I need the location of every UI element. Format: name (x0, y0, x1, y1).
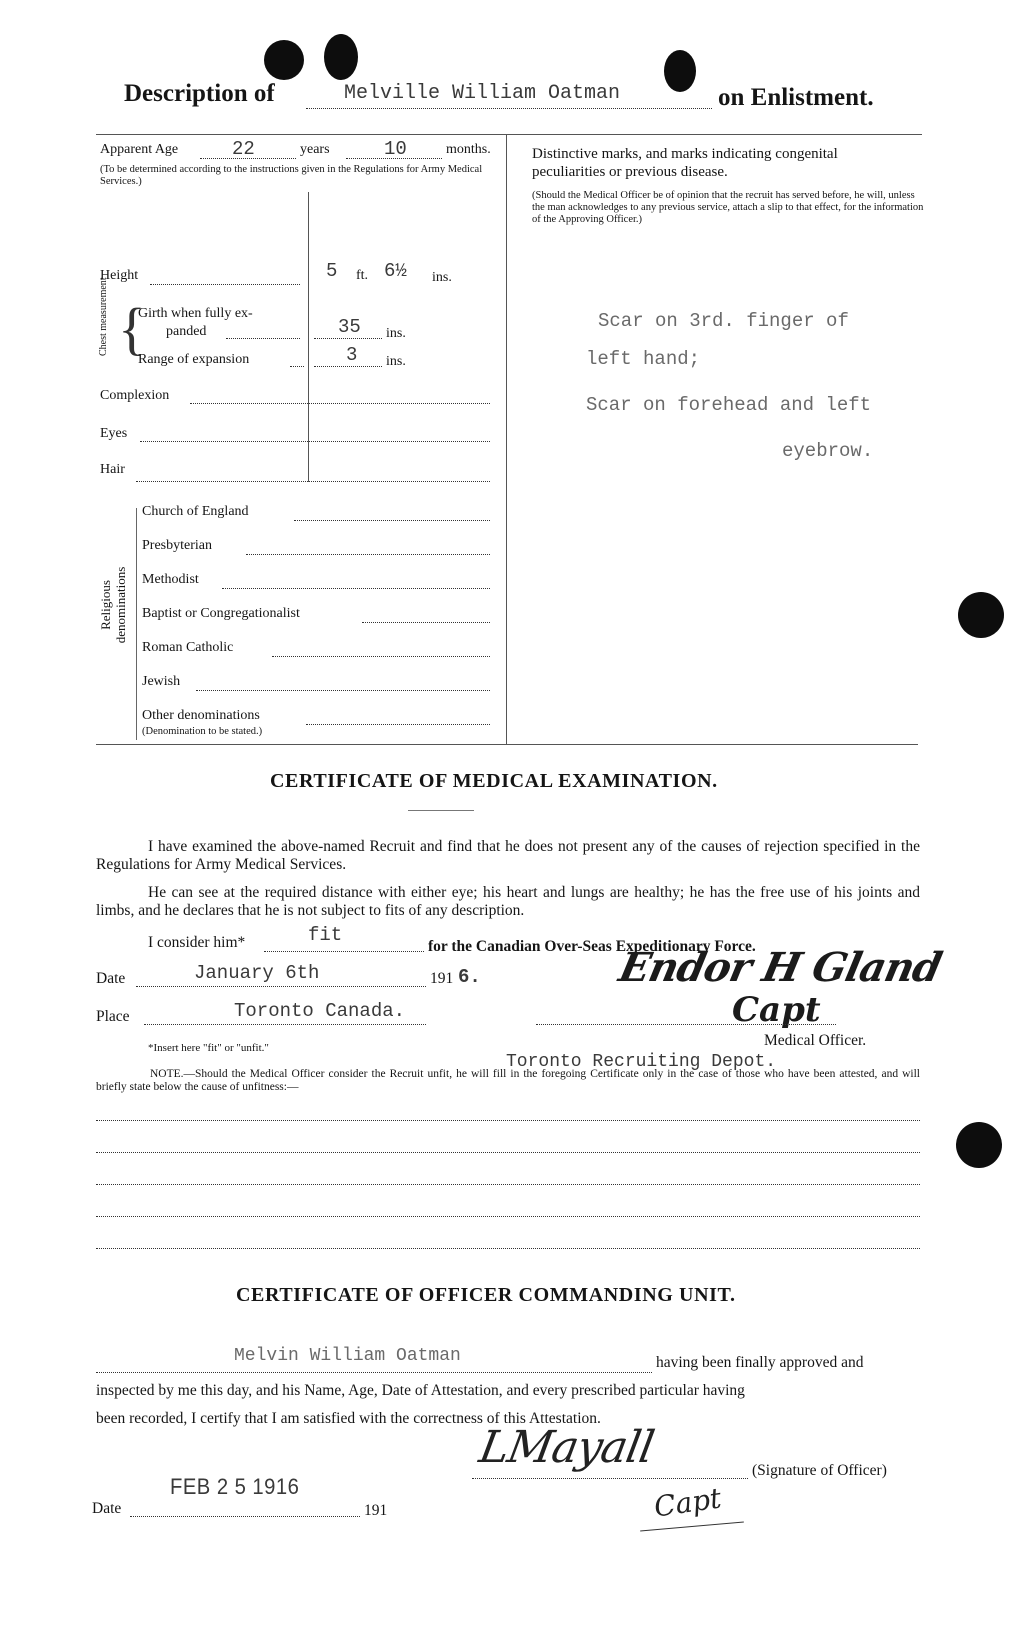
religion-methodist: Methodist (142, 572, 199, 587)
age-note: (To be determined according to the instructions given in the Regulations for Army Medical Services.) (100, 164, 483, 187)
religion-jewish: Jewish (142, 674, 181, 689)
header-suffix: on Enlistment. (718, 84, 874, 111)
height-in: 6½ (384, 260, 407, 282)
marks-note: (Should the Medical Officer be of opinion that the recruit has served before, he will, unless the man acknowledges to any previous service, attach a slip to that effect, for the information of the Approving Officer.) (532, 190, 924, 225)
received-date-stamp: FEB 2 5 1916 (170, 1474, 300, 1499)
other-denomination-note: (Denomination to be stated.) (142, 726, 263, 737)
range-line (290, 366, 304, 367)
marks-heading-2: peculiarities or previous disease. (532, 164, 728, 180)
commanding-date-label: Date (92, 1500, 122, 1517)
exam-year-digit: 6. (458, 966, 481, 988)
commanding-text-2: inspected by me this day, and his Name, Age, Date of Attestation, and every prescribed particular having (96, 1382, 745, 1399)
religion-line (306, 724, 490, 725)
girth-label-2: panded (166, 324, 207, 339)
medical-paragraph-2: He can see at the required distance with either eye; his heart and lungs are healthy; he has the free use of his joints and limbs, and he declares that he is not subject to fits of any description. (96, 884, 920, 919)
religion-other: Other denominations (142, 708, 260, 723)
medical-officer-rank: Capt (732, 990, 821, 1030)
punch-hole (324, 34, 358, 80)
commanding-signature: LMayall (475, 1422, 658, 1473)
punch-hole (958, 592, 1004, 638)
religion-line (246, 554, 490, 555)
medical-paragraph-1: I have examined the above-named Recruit and find that he does not present any of the causes of rejection specified in the Regulations for Army Medical Services. (96, 838, 920, 873)
recruiting-depot: Toronto Recruiting Depot. (506, 1052, 777, 1072)
place-label: Place (96, 1008, 130, 1025)
height-ins-label: ins. (432, 270, 452, 285)
medical-officer-label: Medical Officer. (764, 1032, 867, 1049)
religion-roman-catholic: Roman Catholic (142, 640, 234, 655)
range-label: Range of expansion (138, 352, 250, 367)
medical-heading-rule (408, 810, 474, 811)
range-ins-label: ins. (386, 354, 406, 369)
exam-year-prefix: 191 (430, 970, 454, 987)
apparent-age-label: Apparent Age (100, 142, 179, 157)
girth-line (226, 338, 300, 339)
hair-line (136, 481, 490, 482)
hair-label: Hair (100, 462, 125, 477)
recruit-name: Melville William Oatman (344, 82, 621, 105)
height-label: Height (100, 268, 139, 283)
place-line (144, 1024, 426, 1025)
range-value-line (314, 366, 382, 367)
religion-presbyterian: Presbyterian (142, 538, 212, 553)
date-label: Date (96, 970, 126, 987)
range-value: 3 (346, 344, 358, 366)
punch-hole (956, 1122, 1002, 1168)
exam-date: January 6th (194, 962, 320, 984)
complexion-line (190, 403, 490, 404)
section-rule (96, 744, 918, 745)
unfitness-line (96, 1152, 920, 1153)
header-prefix: Description of (124, 80, 275, 107)
consider-label: I consider him* (148, 934, 246, 951)
medical-officer-signature: Endor H Gland (615, 944, 946, 991)
punch-hole (264, 40, 304, 80)
religion-church-of-england: Church of England (142, 504, 249, 519)
months-label: months. (446, 142, 491, 157)
commanding-text-3: been recorded, I certify that I am satisfied with the correctness of this Attestation. (96, 1410, 601, 1427)
age-years-line (200, 158, 296, 159)
commanding-recruit-name: Melvin William Oatman (234, 1346, 461, 1366)
ft-label: ft. (356, 268, 369, 283)
commanding-text-1: having been finally approved and (656, 1354, 864, 1371)
eyes-line (140, 441, 490, 442)
commanding-name-line (96, 1372, 652, 1373)
insert-note: *Insert here "fit" or "unfit." (148, 1042, 269, 1054)
girth-ins-label: ins. (386, 326, 406, 341)
religion-line (272, 656, 490, 657)
mark-line-4: eyebrow. (782, 440, 874, 462)
age-years: 22 (232, 138, 255, 160)
force-label: for the Canadian Over-Seas Expeditionary Force. (428, 938, 756, 955)
religion-brace (136, 508, 137, 740)
medical-heading: CERTIFICATE OF MEDICAL EXAMINATION. (270, 770, 718, 792)
exam-place: Toronto Canada. (234, 1000, 406, 1022)
medical-note: NOTE.—Should the Medical Officer consider the Recruit unfit, he will fill in the foregoing Certificate only in the case of those who have been attested, and will briefly state below the cause of unfitness:— (96, 1068, 920, 1093)
age-months-line (346, 158, 442, 159)
girth-label-1: Girth when fully ex- (138, 306, 253, 321)
fitness-value: fit (308, 924, 343, 946)
girth-value: 35 (338, 316, 361, 338)
top-rule (96, 134, 922, 135)
chest-label: Chest measurement (98, 277, 109, 356)
unfitness-line (96, 1216, 920, 1217)
fitness-line (264, 951, 424, 952)
commanding-signature-label: (Signature of Officer) (752, 1462, 887, 1479)
mark-line-3: Scar on forehead and left (586, 394, 872, 416)
religion-line (222, 588, 490, 589)
date-line (136, 986, 426, 987)
signature-line (536, 1024, 836, 1025)
commanding-date-line (130, 1516, 360, 1517)
commanding-rank: Capt (652, 1481, 724, 1524)
years-label: years (300, 142, 330, 157)
age-months: 10 (384, 138, 407, 160)
commanding-signature-line (472, 1478, 748, 1479)
commanding-heading: CERTIFICATE OF OFFICER COMMANDING UNIT. (236, 1284, 736, 1306)
religion-line (294, 520, 490, 521)
value-column-line (308, 192, 309, 482)
complexion-label: Complexion (100, 388, 170, 403)
unfitness-line (96, 1120, 920, 1121)
height-ft: 5 (326, 260, 338, 282)
center-divider (506, 134, 507, 744)
religion-line (362, 622, 490, 623)
mark-line-2: left hand; (586, 348, 701, 370)
punch-hole (664, 50, 696, 92)
commanding-year-prefix: 191 (364, 1502, 388, 1519)
religion-baptist: Baptist or Congregationalist (142, 606, 300, 621)
height-line (150, 284, 300, 285)
marks-heading-1: Distinctive marks, and marks indicating congenital (532, 146, 838, 162)
girth-value-line (314, 338, 382, 339)
religion-line (196, 690, 490, 691)
chest-brace: { (118, 296, 146, 361)
eyes-label: Eyes (100, 426, 128, 441)
name-line (306, 108, 712, 109)
unfitness-line (96, 1184, 920, 1185)
mark-line-1: Scar on 3rd. finger of (598, 310, 849, 332)
religion-label: Religious denominations (98, 566, 128, 644)
unfitness-line (96, 1248, 920, 1249)
